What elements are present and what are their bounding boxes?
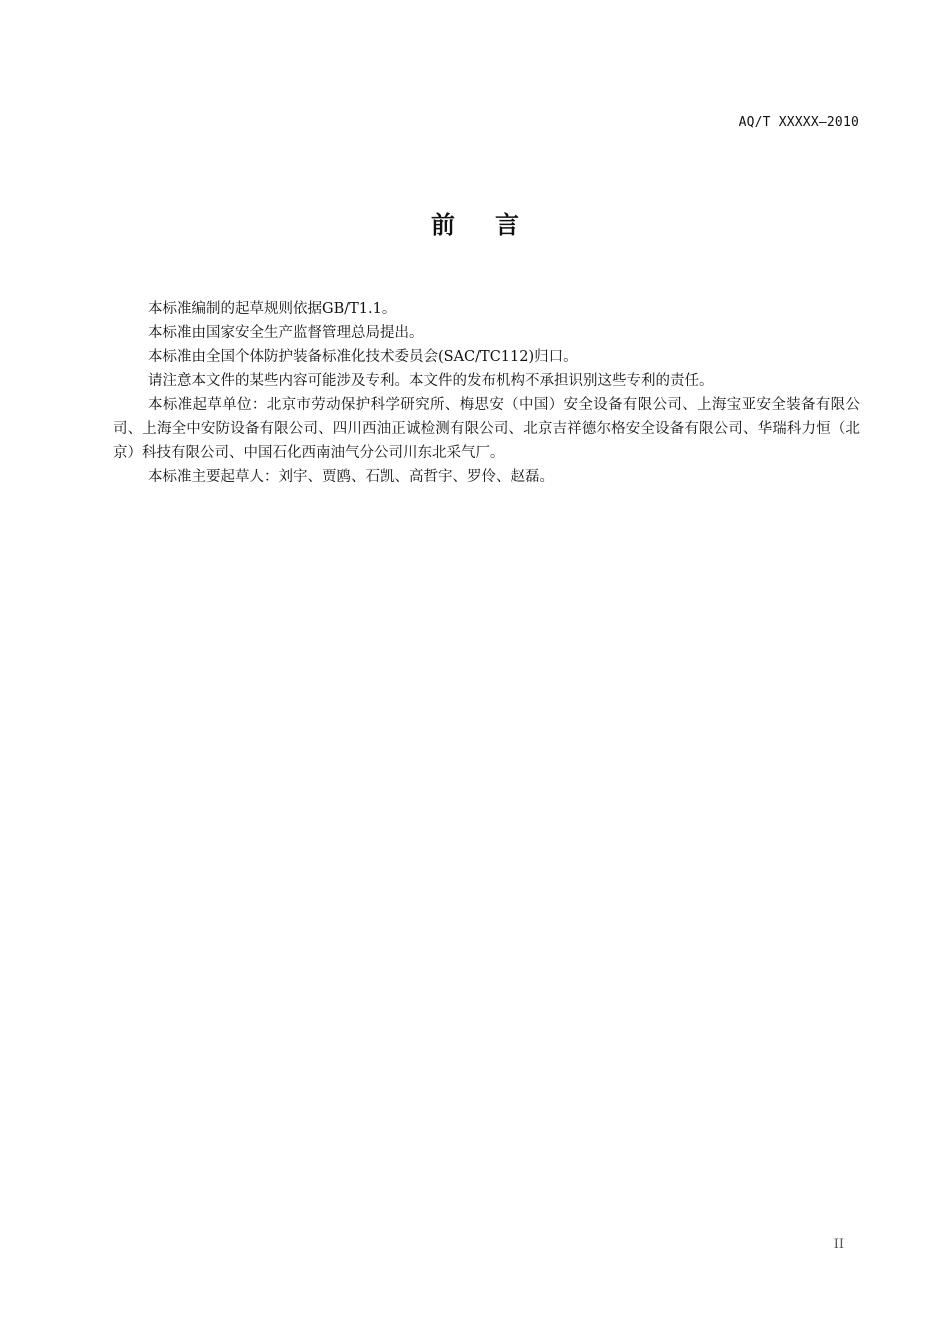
paragraph-committee: 本标准由全国个体防护装备标准化技术委员会(SAC/TC112)归口。 xyxy=(148,349,578,365)
foreword-body xyxy=(113,297,860,489)
paragraph-drafting-rules: 本标准编制的起草规则依据GB/T1.1。 xyxy=(148,301,397,317)
paragraph-drafting-units: 本标准起草单位：北京市劳动保护科学研究所、梅思安（中国）安全设备有限公司、上海宝亚安全装备有限公司、上海全中安防设备有限公司、四川西油正诚检测有限公司、北京吉祥德尔格安全设备有限公司、华瑞科力恒（北京）科技有限公司、中国石化西南油气分公司川东北采气厂。 xyxy=(113,397,860,461)
page-number: II xyxy=(833,1237,844,1252)
standard-code: AQ/T XXXXX—2010 xyxy=(738,115,859,130)
paragraph-drafters: 本标准主要起草人：刘宇、贾鸥、石凯、高哲宇、罗伶、赵磊。 xyxy=(148,469,554,485)
page-title: 前言 xyxy=(431,211,559,239)
paragraph-patent-notice: 请注意本文件的某些内容可能涉及专利。本文件的发布机构不承担识别这些专利的责任。 xyxy=(148,373,714,389)
paragraph-proposer: 本标准由国家安全生产监督管理总局提出。 xyxy=(148,325,424,341)
